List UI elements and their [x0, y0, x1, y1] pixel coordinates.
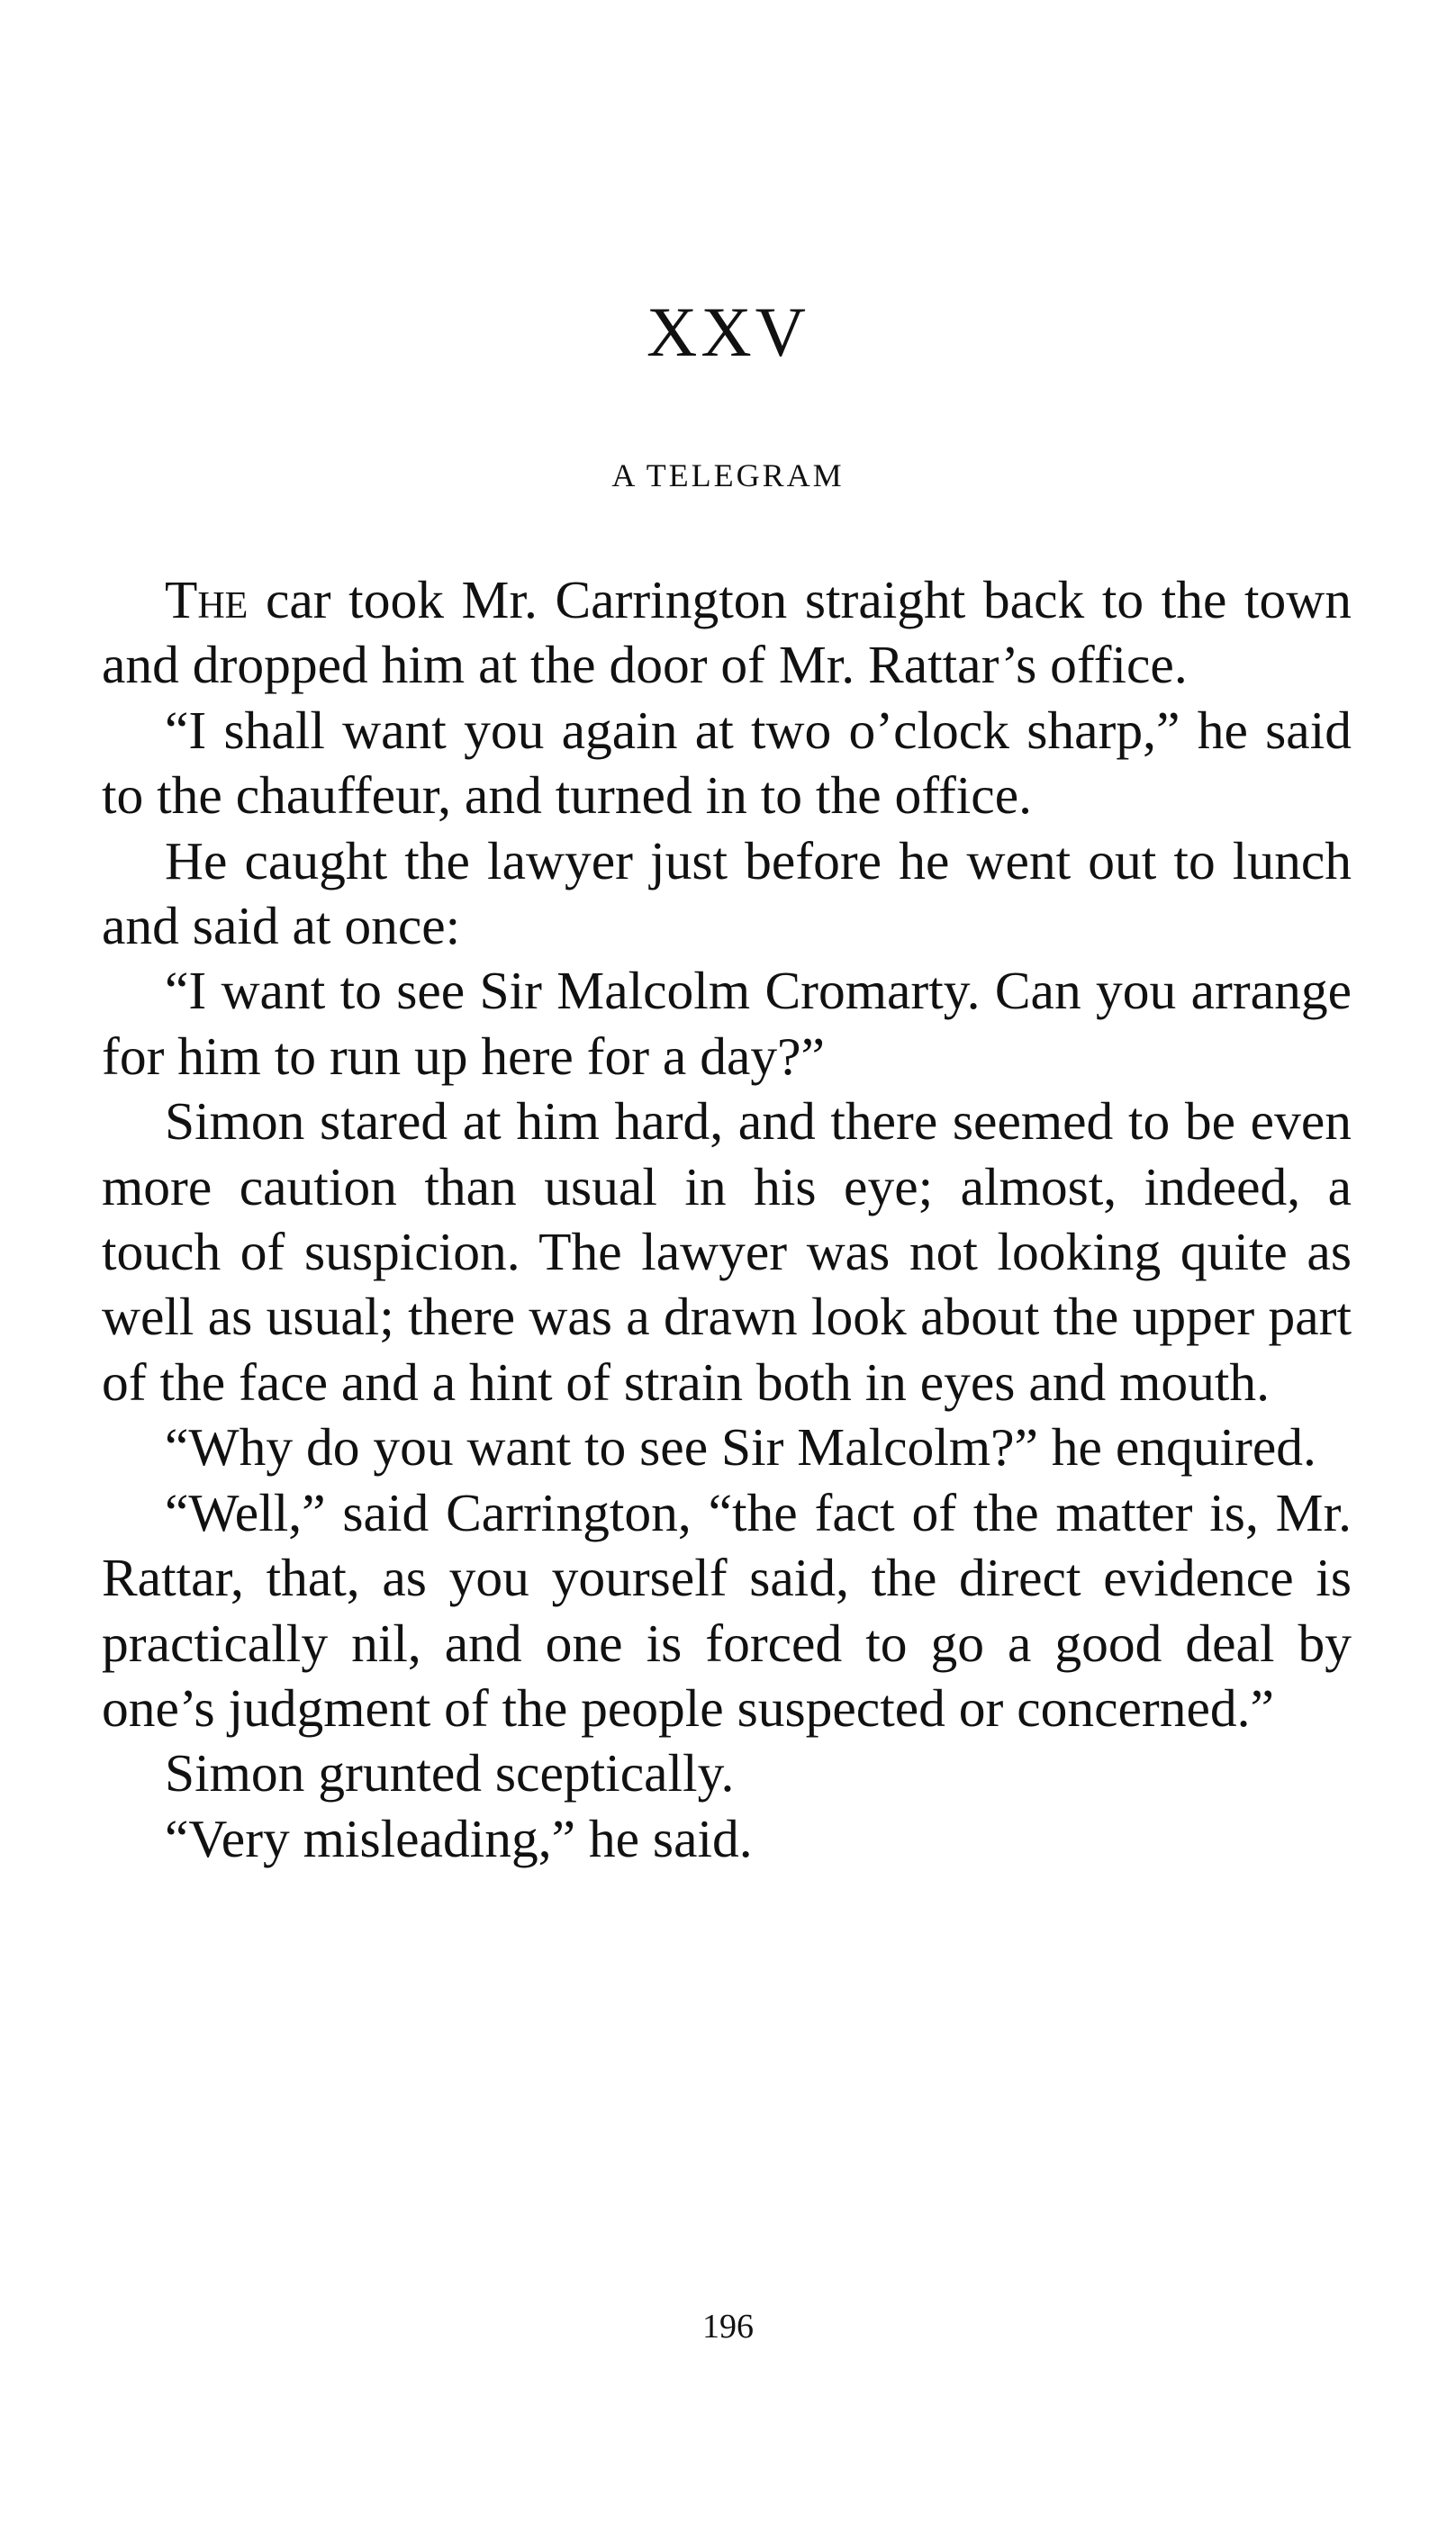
- paragraph: He caught the lawyer just before he went out to lunch and said at once:: [102, 830, 1352, 956]
- paragraph: [102, 567, 1352, 698]
- paragraph: “Well,” said Carrington, “the fact of the matter is, Mr. Rattar, that, as you yourself said, the direct evidence is practically nil, and one is forced to go a good deal by one’s judgment of the people suspected or concerned.”: [102, 1482, 1352, 1738]
- body-text: [102, 567, 1352, 1871]
- paragraph: “Why do you want to see Sir Malcolm?” he enquired.: [165, 1417, 1316, 1478]
- chapter-title: A TELEGRAM: [611, 457, 845, 493]
- page-number: 196: [702, 2308, 754, 2346]
- paragraph: Simon grunted sceptically.: [165, 1743, 735, 1803]
- drop-lead: The: [165, 570, 249, 629]
- paragraph: “I want to see Sir Malcolm Cromarty. Can you arrange for him to run up here for a day?”: [102, 961, 1352, 1086]
- paragraph: “Very misleading,” he said.: [165, 1808, 753, 1868]
- paragraph: “I shall want you again at two o’clock sharp,” he said to the chauffeur, and turned in to the office.: [102, 700, 1352, 826]
- paragraph: Simon stared at him hard, and there seemed to be even more caution than usual in his eye; almost, indeed, a touch of suspicion. The lawyer was not looking quite as well as usual; there was a drawn look about the upper part of the face and a hint of strain both in eyes and mouth.: [102, 1091, 1352, 1412]
- paragraph-text: car took Mr. Carrington straight back to the town and dropped him at the door of Mr. Rattar’s office.: [102, 570, 1352, 695]
- chapter-number: XXV: [647, 293, 809, 371]
